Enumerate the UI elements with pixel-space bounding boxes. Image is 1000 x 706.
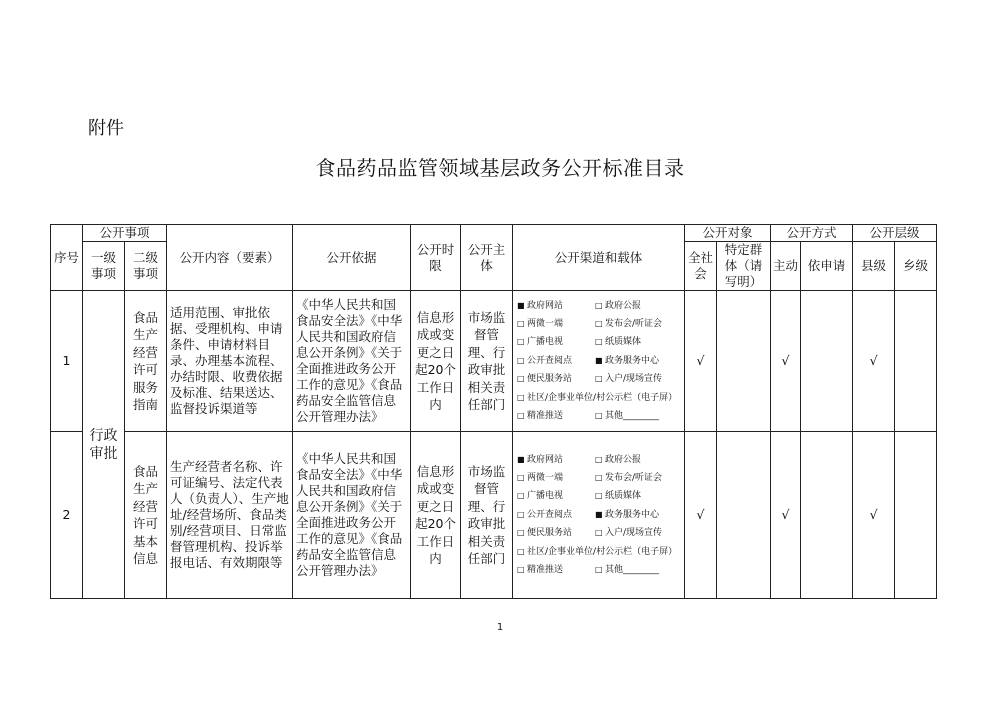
specific-group-cell	[717, 432, 771, 599]
channel-list	[513, 451, 684, 580]
channel-item: □ 两微一端	[517, 315, 595, 333]
header-on-request: 依申请	[801, 242, 853, 291]
on-request-cell	[801, 432, 853, 599]
channel-item: □ 广播电视	[517, 487, 595, 505]
page-title: 食品药品监管领域基层政务公开标准目录	[315, 156, 685, 180]
checkbox-empty-icon: □	[595, 374, 603, 384]
channel-item: □ 社区/企事业单位/村公示栏（电子屏）	[517, 389, 685, 407]
channel-item: □ 入户/现场宣传	[595, 524, 685, 542]
header-time-limit: 公开时限	[411, 225, 461, 291]
basis-cell: 《中华人民共和国食品安全法》《中华人民共和国政府信息公开条例》《关于全面推进政务公开工作的意见》《食品药品安全监管信息公开管理办法》	[293, 432, 411, 599]
township-cell	[895, 291, 937, 432]
header-township: 乡级	[895, 242, 937, 291]
channel-item: ■ 政府网站	[517, 297, 595, 315]
level2-item: 食品生产经营许可服务指南	[125, 291, 167, 432]
channel-item: □ 纸质媒体	[595, 333, 685, 351]
header-method-group: 公开方式	[771, 225, 853, 242]
checkbox-empty-icon: □	[517, 528, 525, 538]
checkbox-empty-icon: □	[517, 509, 525, 519]
checkbox-checked-icon: ■	[517, 454, 525, 464]
channel-item: □ 社区/企事业单位/村公示栏（电子屏）	[517, 543, 685, 561]
checkbox-empty-icon: □	[517, 546, 525, 556]
whole-society-check: √	[685, 291, 717, 432]
checkbox-empty-icon: □	[595, 337, 603, 347]
checkbox-empty-icon: □	[517, 411, 525, 421]
content-cell: 生产经营者名称、许可证编号、法定代表人（负责人）、生产地址/经营场所、食品类别/经营项目、日常监督管理机构、投诉举报电话、有效期限等	[167, 432, 293, 599]
header-basis: 公开依据	[293, 225, 411, 291]
checkbox-empty-icon: □	[517, 355, 525, 365]
whole-society-check: √	[685, 432, 717, 599]
checkbox-empty-icon: □	[517, 337, 525, 347]
channel-item: □ 两微一端	[517, 469, 595, 487]
county-check: √	[853, 291, 895, 432]
row-seq: 2	[51, 432, 83, 599]
level2-item: 食品生产经营许可基本信息	[125, 432, 167, 599]
county-check: √	[853, 432, 895, 599]
header-level-group: 公开层级	[853, 225, 937, 242]
on-request-cell	[801, 291, 853, 432]
header-level2: 二级事项	[125, 242, 167, 291]
subject-cell: 市场监督管理、行政审批相关责任部门	[461, 432, 513, 599]
channel-item: □ 广播电视	[517, 333, 595, 351]
channels-cell	[513, 291, 685, 432]
channel-item: □ 政府公报	[595, 297, 685, 315]
checkbox-checked-icon: ■	[595, 355, 603, 365]
checkbox-empty-icon: □	[517, 472, 525, 482]
checkbox-empty-icon: □	[595, 411, 603, 421]
table-row	[51, 291, 937, 432]
row-seq: 1	[51, 291, 83, 432]
header-subject: 公开主体	[461, 225, 513, 291]
channel-item: □ 政府公报	[595, 451, 685, 469]
checkbox-empty-icon: □	[595, 454, 603, 464]
channel-item: □ 其他________	[595, 561, 685, 579]
checkbox-empty-icon: □	[595, 491, 603, 501]
checkbox-empty-icon: □	[595, 528, 603, 538]
checkbox-empty-icon: □	[517, 374, 525, 384]
channels-cell	[513, 432, 685, 599]
channel-item: □ 入户/现场宣传	[595, 370, 685, 388]
header-object-group: 公开对象	[685, 225, 771, 242]
checkbox-empty-icon: □	[595, 300, 603, 310]
catalog-table	[50, 224, 937, 599]
annex-label: 附件	[88, 118, 124, 139]
checkbox-empty-icon: □	[595, 318, 603, 328]
checkbox-checked-icon: ■	[517, 300, 525, 310]
proactive-check: √	[771, 291, 801, 432]
channel-item: □ 便民服务站	[517, 524, 595, 542]
checkbox-checked-icon: ■	[595, 509, 603, 519]
header-specific-group: 特定群体（请写明）	[717, 242, 771, 291]
checkbox-empty-icon: □	[517, 318, 525, 328]
channel-list	[513, 297, 684, 426]
channel-item: □ 精准推送	[517, 561, 595, 579]
header-item-group: 公开事项	[83, 225, 167, 242]
header-whole-society: 全社会	[685, 242, 717, 291]
content-cell: 适用范围、审批依据、受理机构、申请条件、申请材料目录、办理基本流程、办结时限、收费依据及标准、结果送达、监督投诉渠道等	[167, 291, 293, 432]
channel-item: □ 精准推送	[517, 407, 595, 425]
header-county: 县级	[853, 242, 895, 291]
header-content: 公开内容（要素）	[167, 225, 293, 291]
channel-item: ■ 政务服务中心	[595, 506, 685, 524]
level1-item: 行政审批	[83, 291, 125, 599]
header-seq: 序号	[51, 225, 83, 291]
channel-item: □ 便民服务站	[517, 370, 595, 388]
channel-item: □ 纸质媒体	[595, 487, 685, 505]
header-level1: 一级事项	[83, 242, 125, 291]
checkbox-empty-icon: □	[517, 392, 525, 402]
header-channels: 公开渠道和载体	[513, 225, 685, 291]
township-cell	[895, 432, 937, 599]
checkbox-empty-icon: □	[595, 565, 603, 575]
channel-item: □ 发布会/听证会	[595, 469, 685, 487]
checkbox-empty-icon: □	[517, 491, 525, 501]
channel-item: □ 其他________	[595, 407, 685, 425]
checkbox-empty-icon: □	[517, 565, 525, 575]
basis-cell: 《中华人民共和国食品安全法》《中华人民共和国政府信息公开条例》《关于全面推进政务公开工作的意见》《食品药品安全监管信息公开管理办法》	[293, 291, 411, 432]
time-limit-cell: 信息形成或变更之日起20个工作日内	[411, 291, 461, 432]
page-number: 1	[496, 622, 504, 633]
specific-group-cell	[717, 291, 771, 432]
channel-item: ■ 政府网站	[517, 451, 595, 469]
channel-item: □ 发布会/听证会	[595, 315, 685, 333]
channel-item: □ 公开查阅点	[517, 352, 595, 370]
subject-cell: 市场监督管理、行政审批相关责任部门	[461, 291, 513, 432]
table-row	[51, 432, 937, 599]
checkbox-empty-icon: □	[595, 472, 603, 482]
channel-item: ■ 政务服务中心	[595, 352, 685, 370]
proactive-check: √	[771, 432, 801, 599]
channel-item: □ 公开查阅点	[517, 506, 595, 524]
header-proactive: 主动	[771, 242, 801, 291]
time-limit-cell: 信息形成或变更之日起20个工作日内	[411, 432, 461, 599]
